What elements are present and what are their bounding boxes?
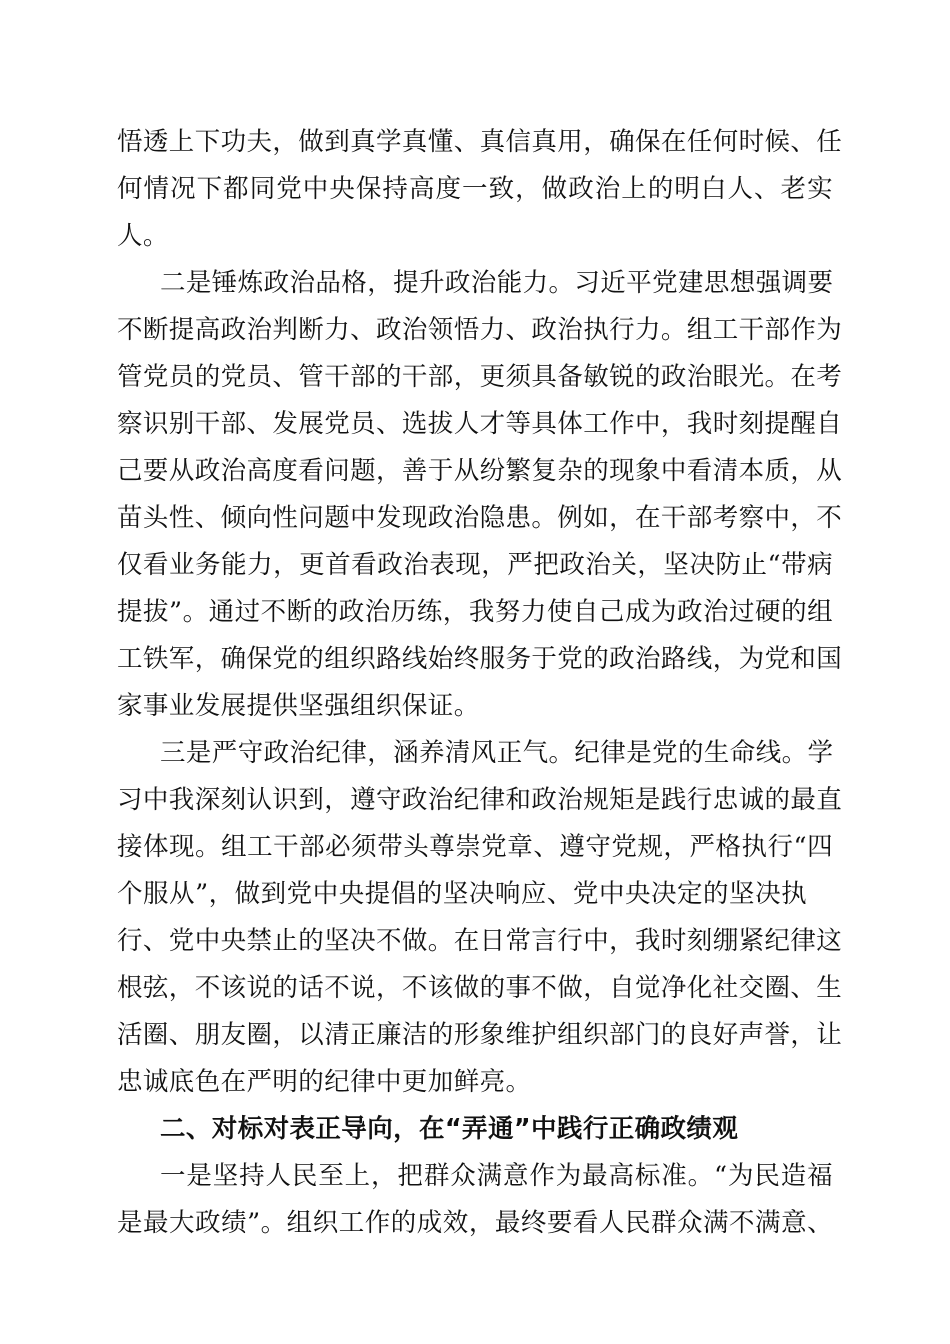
text-line: 个服从”，做到党中央提倡的坚决响应、党中央决定的坚决执 — [117, 879, 807, 909]
text-line: 管党员的党员、管干部的干部，更须具备敏锐的政治眼光。在考 — [117, 362, 843, 392]
paragraph-start-line: 一是坚持人民至上，把群众满意作为最高标准。“为民造福 — [160, 1161, 833, 1191]
text-line: 习中我深刻认识到，遵守政治纪律和政治规矩是践行忠诚的最直 — [117, 785, 843, 815]
section-heading: 二、对标对表正导向，在“弄通”中践行正确政绩观 — [160, 1114, 739, 1144]
text-line: 工铁军，确保党的组织路线始终服务于党的政治路线，为党和国 — [117, 644, 843, 674]
text-line: 不断提高政治判断力、政治领悟力、政治执行力。组工干部作为 — [117, 315, 843, 345]
paragraph-start-line: 三是严守政治纪律，涵养清风正气。纪律是党的生命线。学 — [160, 738, 834, 768]
text-line: 提拔”。通过不断的政治历练，我努力使自己成为政治过硬的组 — [117, 597, 833, 627]
text-line: 接体现。组工干部必须带头尊崇党章、遵守党规，严格执行“四 — [117, 832, 833, 862]
text-line: 家事业发展提供坚强组织保证。 — [117, 691, 480, 721]
text-line: 忠诚底色在严明的纪律中更加鲜亮。 — [117, 1067, 532, 1097]
text-line: 是最大政绩”。组织工作的成效，最终要看人民群众满不满意、 — [117, 1208, 833, 1238]
text-line: 察识别干部、发展党员、选拔人才等具体工作中，我时刻提醒自 — [117, 409, 843, 439]
paragraph-start-line: 二是锤炼政治品格，提升政治能力。习近平党建思想强调要 — [160, 268, 834, 298]
text-line: 苗头性、倾向性问题中发现政治隐患。例如，在干部考察中，不 — [117, 503, 843, 533]
text-line: 人。 — [117, 221, 169, 251]
text-line: 何情况下都同党中央保持高度一致，做政治上的明白人、老实 — [117, 174, 833, 204]
text-line: 己要从政治高度看问题，善于从纷繁复杂的现象中看清本质，从 — [117, 456, 843, 486]
text-line: 根弦，不该说的话不说，不该做的事不做，自觉净化社交圈、生 — [117, 973, 843, 1003]
text-line: 仅看业务能力，更首看政治表现，严把政治关，坚决防止“带病 — [117, 550, 833, 580]
text-line: 行、党中央禁止的坚决不做。在日常言行中，我时刻绷紧纪律这 — [117, 926, 843, 956]
text-line: 悟透上下功夫，做到真学真懂、真信真用，确保在任何时候、任 — [117, 127, 843, 157]
text-line: 活圈、朋友圈，以清正廉洁的形象维护组织部门的良好声誉，让 — [117, 1020, 843, 1050]
